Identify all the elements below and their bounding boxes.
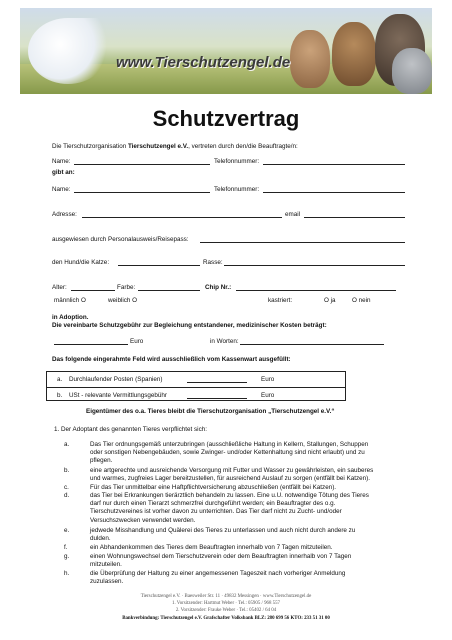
- gibt-an-label: gibt an:: [52, 169, 75, 176]
- duty-line: Tierschutzvereines ist vorher davon zu unterrichten. Das Tier darf nicht zu Zucht- und/oder: [90, 508, 342, 516]
- adresse-label: Adresse:: [52, 211, 77, 218]
- name-input-line-2[interactable]: [74, 192, 210, 193]
- cashier-row-label: USt - relevante Vermittlungsgebühr: [69, 392, 168, 399]
- email-input-line[interactable]: [304, 217, 405, 218]
- name-label-2: Name:: [52, 186, 71, 193]
- duty-line: jedwede Misshandlung und Quälerei des Tieres zu unterlassen und auch nicht durch andere zu: [90, 527, 356, 534]
- intro-text: [52, 143, 298, 151]
- ownership-statement: Eigentümer des o.a. Tieres bleibt die Tierschutzorganisation „Tierschutzengel e.V.“: [86, 408, 335, 415]
- dog-photo: [392, 48, 432, 94]
- duties-heading: 1. Der Adoptant des genannten Tieres verpflichtet sich:: [54, 426, 207, 433]
- duty-line: mitzuteilen.: [90, 561, 122, 569]
- duty-line: oder sonstigen Nebengebäuden, sowie Zwinger- und/oder Kettenhaltung sind nicht erlaubt) und zu: [90, 449, 365, 457]
- duty-letter: f.: [64, 544, 68, 551]
- fee-euro-label: Euro: [130, 338, 144, 345]
- footer-address: Tierschutzengel e.V. · Baesweiler Str. 11 · 49832 Messingen · www.Tierschutzengel.de: [140, 594, 312, 599]
- duty-line: einen Wohnungswechsel dem Tierschutzverein oder dem Beauftragten innerhalb von 7 Tagen: [90, 553, 352, 560]
- fee-heading: Die vereinbarte Schutzgebühr zur Begleichung entstandener, medizinischer Kosten beträgt:: [52, 322, 327, 329]
- cashier-row: [47, 387, 345, 402]
- duty-text: [90, 441, 390, 466]
- telefon-label-2: Telefonnummer:: [214, 186, 260, 193]
- duty-text: [90, 484, 390, 492]
- telefon-label: Telefonnummer:: [214, 158, 260, 165]
- cashier-row-letter: b.: [57, 392, 63, 399]
- farbe-input-line[interactable]: [138, 290, 200, 291]
- in-worten-input-line[interactable]: [240, 344, 384, 345]
- cashier-row-label: Durchlaufender Posten (Spanien): [69, 376, 163, 383]
- intro-suffix: , vertreten durch den/die Beauftragte/n:: [188, 143, 298, 150]
- cashier-row: [47, 372, 345, 387]
- duty-letter: d.: [64, 492, 70, 499]
- dog-photo: [290, 30, 330, 88]
- duty-line: und warmes, zugfreies Lager bereitzustellen, für ausreichend Auslauf zu sorgen (entfällt bei Katzen).: [90, 475, 371, 483]
- duty-line: eine artgerechte und ausreichende Versorgung mit Futter und Wasser zu gewährleisten, ein sauberes: [90, 467, 374, 474]
- kastriert-ja-option[interactable]: O ja: [324, 297, 336, 304]
- cashier-heading: Das folgende eingerahmte Feld wird ausschließlich vom Kassenwart ausgefüllt:: [52, 356, 291, 363]
- intro-prefix: Die Tierschutzorganisation: [52, 143, 128, 150]
- telefon-input-line[interactable]: [263, 164, 405, 165]
- chip-label: Chip Nr.:: [205, 284, 232, 291]
- duty-line: Das Tier ordnungsgemäß unterzubringen (ausschließliche Haltung in Kellern, Stallungen, Schuppen: [90, 441, 369, 448]
- duty-letter: g.: [64, 553, 70, 560]
- rasse-input-line[interactable]: [224, 265, 405, 266]
- cashier-row-letter: a.: [57, 376, 63, 383]
- duty-text: [90, 553, 390, 569]
- duty-letter: h.: [64, 570, 70, 577]
- duty-line: darf nur durch einen Tierarzt schmerzfrei durchgeführt werden; ein Beauftragter des o.g.: [90, 500, 336, 508]
- weiblich-option[interactable]: weiblich O: [108, 297, 138, 304]
- intro-org: Tierschutzengel e.V.: [127, 143, 189, 150]
- rasse-label: Rasse:: [203, 259, 223, 266]
- duty-text: [90, 492, 390, 525]
- angel-wing-logo: [28, 18, 108, 84]
- kastriert-nein-option[interactable]: O nein: [352, 297, 371, 304]
- tier-input-line[interactable]: [118, 265, 200, 266]
- duty-text: [90, 570, 390, 586]
- duty-text: [90, 467, 390, 483]
- cashier-row-unit: Euro: [261, 376, 275, 383]
- cashier-row-unit: Euro: [261, 392, 275, 399]
- footer-chair-1: 1. Vorsitzender: Hartmut Weber · Tel.: 05905 / 968 557: [172, 601, 280, 606]
- tier-label: den Hund/die Katze:: [52, 259, 110, 266]
- duty-letter: b.: [64, 467, 70, 474]
- cashier-row-amount-line[interactable]: [187, 398, 247, 399]
- kastriert-label: kastriert:: [268, 297, 293, 304]
- duty-line: die Überprüfung der Haltung zu einer angemessenen Tageszeit nach vorheriger Anmeldung: [90, 570, 346, 577]
- maennlich-option[interactable]: männlich O: [54, 297, 86, 304]
- cashier-row-amount-line[interactable]: [187, 382, 247, 383]
- brand-url: www.Tierschutzengel.de: [116, 54, 291, 71]
- adoption-label: in Adoption.: [52, 314, 89, 321]
- name-label: Name:: [52, 158, 71, 165]
- email-label: email: [285, 211, 301, 218]
- duty-letter: e.: [64, 527, 70, 534]
- cashier-box: [46, 371, 346, 401]
- farbe-label: Farbe:: [117, 284, 136, 291]
- in-worten-label: in Worten:: [210, 338, 239, 345]
- fee-amount-line[interactable]: [54, 344, 128, 345]
- header-banner: [20, 8, 432, 94]
- name-input-line[interactable]: [74, 164, 210, 165]
- ausweis-input-line[interactable]: [200, 242, 405, 243]
- alter-label: Alter:: [52, 284, 67, 291]
- duty-text: [90, 544, 390, 552]
- duty-line: dulden.: [90, 535, 111, 543]
- telefon-input-line-2[interactable]: [263, 192, 405, 193]
- duty-letter: a.: [64, 441, 70, 448]
- chip-input-line[interactable]: [236, 290, 396, 291]
- duty-line: zuzulassen.: [90, 578, 124, 586]
- duty-line: das Tier bei Erkrankungen tierärztlich behandeln zu lassen. Eine u.U. notwendige Tötung des Tieres: [90, 492, 369, 499]
- duty-letter: c.: [64, 484, 69, 491]
- duty-line: ein Abhandenkommen des Tieres dem Beauftragten innerhalb von 7 Tagen mitzuteilen.: [90, 544, 333, 551]
- ausweis-label: ausgewiesen durch Personalausweis/Reisepass:: [52, 236, 189, 243]
- page-title: Schutzvertrag: [152, 106, 300, 131]
- alter-input-line[interactable]: [71, 290, 115, 291]
- duty-line: pflegen.: [90, 457, 113, 465]
- duty-text: [90, 527, 390, 543]
- dog-photo: [332, 22, 376, 86]
- footer-bank: Bankverbindung: Tierschutzengel e.V. Grafschafter Volksbank BLZ: 280 699 56 KTO: 233 51 31 00: [122, 616, 330, 621]
- duty-line: Versuchszwecken verwendet werden.: [90, 516, 196, 524]
- duty-line: Für das Tier unmittelbar eine Haftpflichtversicherung abzuschließen (entfällt bei Katzen).: [90, 484, 337, 491]
- footer-chair-2: 2. Vorsitzender: Frauke Weber · Tel.: 05402 / 64 04: [175, 608, 277, 613]
- adresse-input-line[interactable]: [82, 217, 282, 218]
